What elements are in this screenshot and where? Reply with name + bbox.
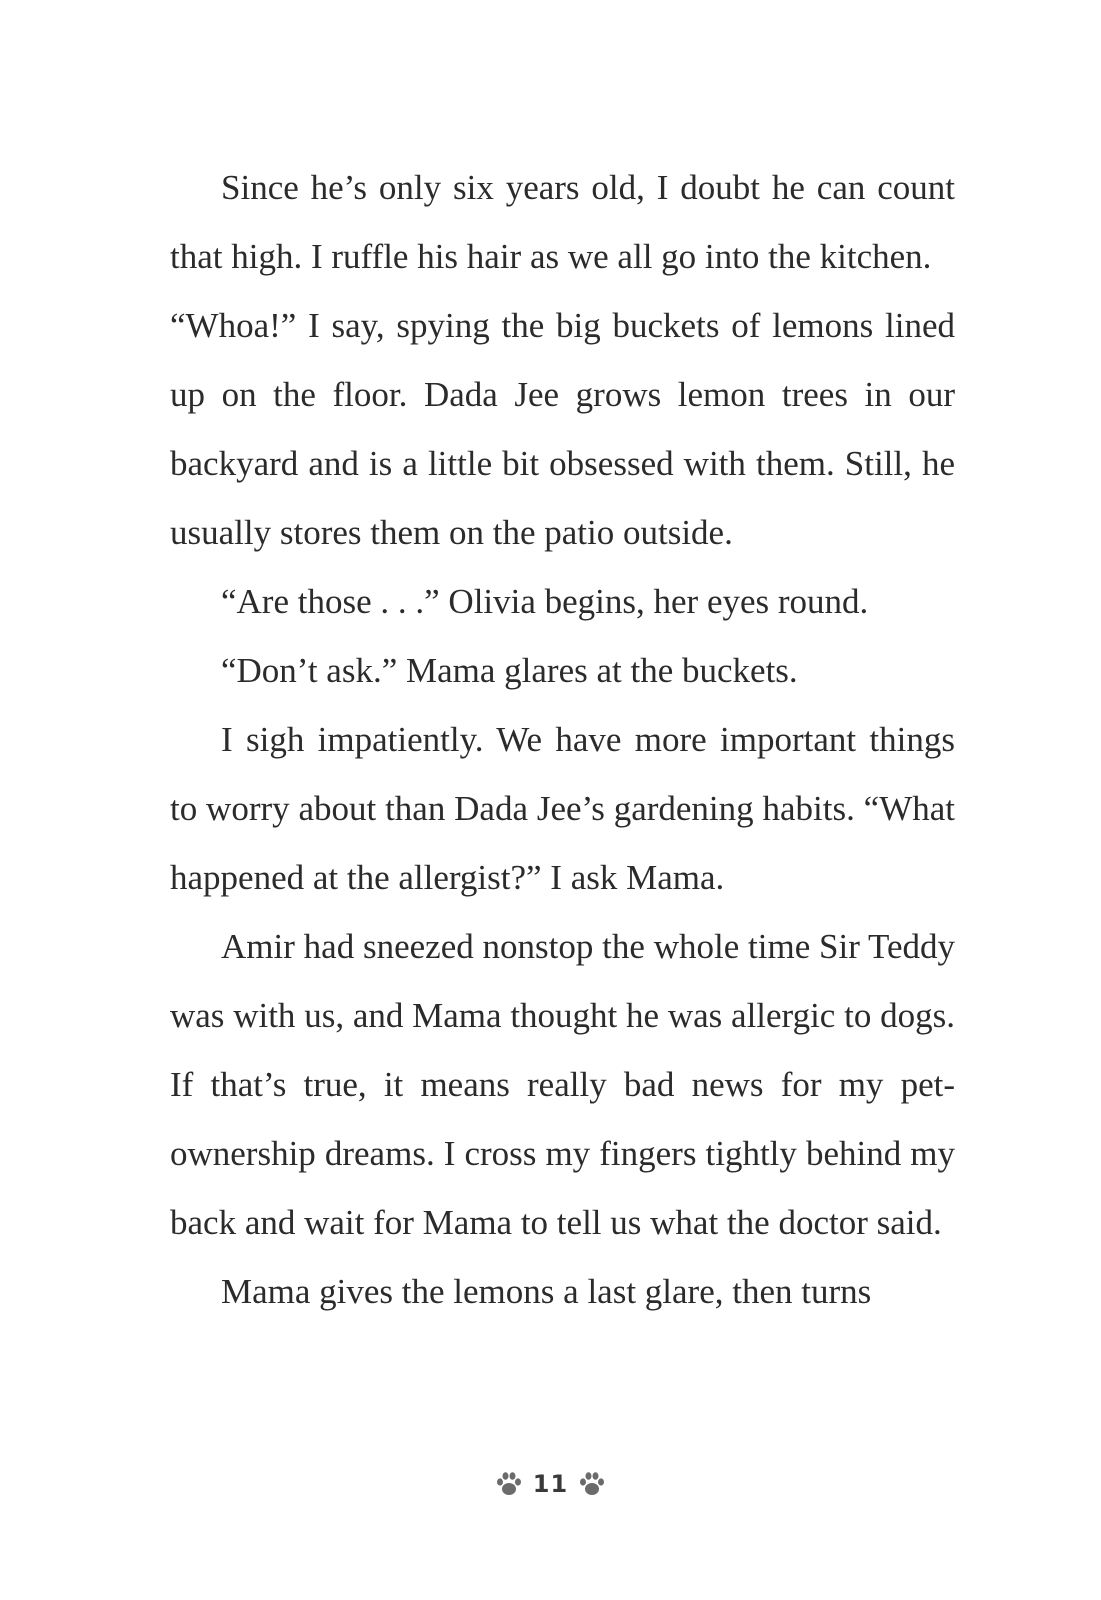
body-text xyxy=(170,153,955,1326)
paragraph xyxy=(170,705,955,912)
text-line: “What happened at the allergist?” I ask Mama. xyxy=(170,789,955,897)
text-line: to dogs. If that’s true, it means really bad news for xyxy=(170,996,955,1104)
text-line: behind my back and wait for Mama to tell us what xyxy=(170,1134,955,1242)
paragraph xyxy=(170,636,955,705)
paragraph xyxy=(170,153,955,291)
text-line: to worry about than Dada Jee’s gardening habits. xyxy=(170,789,864,828)
paw-print-icon xyxy=(578,1471,606,1497)
paragraph xyxy=(170,912,955,1257)
text-line: I sigh impatiently. We have more important things xyxy=(221,720,955,759)
paragraph xyxy=(170,1257,955,1326)
text-line: Mama gives the lemons a last glare, then turns xyxy=(221,1272,872,1311)
page-number: 11 xyxy=(532,1470,569,1498)
text-line: Amir had sneezed nonstop the whole time Sir xyxy=(221,927,869,966)
text-line: that high. I ruffle his hair as we all go into the kitchen. xyxy=(170,237,932,276)
text-line: up on the floor. Dada Jee grows lemon trees in our xyxy=(170,375,955,414)
text-line: “Whoa!” I say, spying the big buckets of lemons lined xyxy=(170,306,955,345)
text-line: he usually stores them on the patio outside. xyxy=(170,444,955,552)
paragraph xyxy=(170,567,955,636)
paw-print-icon xyxy=(495,1471,523,1497)
paragraph xyxy=(170,291,955,567)
text-line: my pet-ownership dreams. I cross my fingers tightly xyxy=(170,1065,955,1173)
text-line: the doctor said. xyxy=(726,1203,942,1242)
page-footer xyxy=(0,1470,1101,1498)
text-line: backyard and is a little bit obsessed with them. Still, xyxy=(170,444,922,483)
text-line: “Don’t ask.” Mama glares at the buckets. xyxy=(221,651,798,690)
text-line: Since he’s only six years old, I doubt he can count xyxy=(221,168,955,207)
text-line: Teddy was with us, and Mama thought he was allergic xyxy=(170,927,955,1035)
text-line: “Are those . . .” Olivia begins, her eyes round. xyxy=(221,582,869,621)
